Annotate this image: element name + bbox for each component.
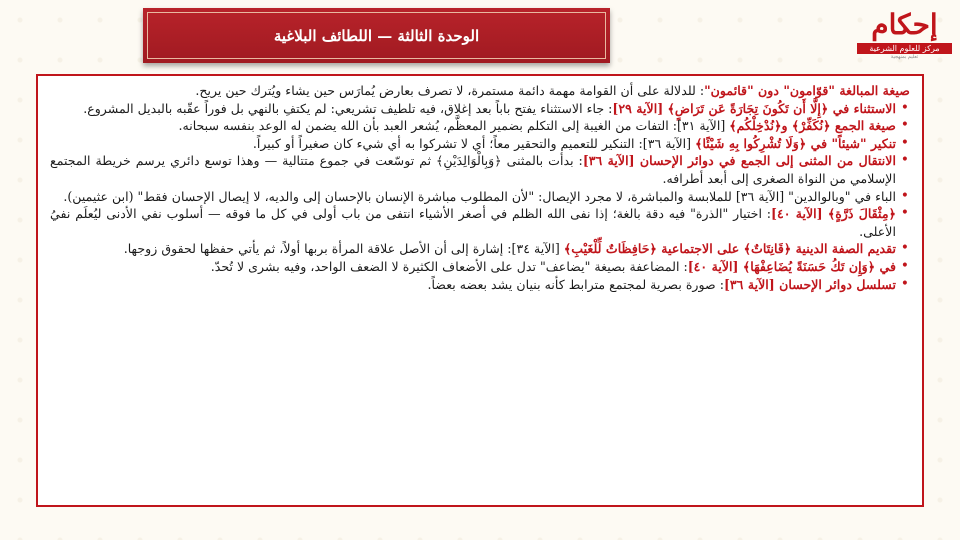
list-item	[50, 152, 910, 187]
item-text: : جاء الاستثناء يفتح باباً بعد إغلاق، فيه تلطيف تشريعي: لم يكتفِ بالنهي بل فوراً عقّبه بالبديل المشروع.	[83, 100, 613, 116]
item-heading: صيغة الجمع ﴿نُكَفِّرْ﴾ و﴿نُدْخِلْكُم﴾	[729, 118, 896, 134]
logo-subtitle: مركز للعلوم الشرعية	[857, 43, 952, 54]
title-banner	[143, 8, 610, 63]
item-heading: في ﴿وَإِن تَكُ حَسَنَةً يُضَاعِفْهَا﴾ [الآية ٤٠]	[687, 258, 896, 274]
list-item	[50, 100, 910, 118]
logo	[857, 8, 952, 60]
logo-name: إحكام	[871, 8, 938, 41]
list-item	[50, 258, 910, 276]
content-box	[36, 74, 924, 507]
page-title: الوحدة الثالثة — اللطائف البلاغية	[273, 26, 480, 45]
logo-tagline: تعليم بمنهجية	[890, 54, 919, 60]
item-text: [الآية ٣١]: التفات من الغيبة إلى التكلم بضمير المعظَّم، يُشعر العبد بأن الله يضمن له الوعد بنفسه سبحانه.	[178, 118, 730, 134]
item-heading: الانتقال من المثنى إلى الجمع في دوائر الإحسان [الآية ٣٦]	[582, 153, 896, 169]
list-item	[50, 82, 910, 100]
list-item	[50, 135, 910, 153]
item-text: : المضاعفة بصيغة "يضاعف" تدل على الأضعاف الكثيرة لا الضعف الواحد، وفيه بشرى لا تُحدّ.	[210, 258, 688, 274]
item-heading: ﴿مِثْقَالَ ذَرَّةٍ﴾ [الآية ٤٠]	[771, 206, 896, 222]
item-heading: تسلسل دوائر الإحسان [الآية ٣٦]	[723, 276, 896, 292]
list-item	[50, 188, 910, 206]
item-heading: تنكير "شيئاً" في ﴿وَلَا تُشْرِكُوا بِهِ شَيْئًا﴾	[695, 135, 896, 151]
item-text: : للدلالة على أن القوامة مهمة دائمة مستمرة، لا تصرف بعارض يُمارَس حين يشاء ويُترك حين يريح.	[195, 83, 705, 98]
item-text: [الآية ٣٦]: التنكير للتعميم والتحقير معاً؛ أي لا تشركوا به أي شيء كان صغيراً أو كبيراً.	[252, 135, 696, 151]
list-item	[50, 205, 910, 240]
list-item	[50, 240, 910, 258]
item-heading: الاستثناء في ﴿إِلَّا أَن تَكُونَ تِجَارَةً عَن تَرَاضٍ﴾ [الآية ٢٩]	[612, 100, 896, 116]
item-text: الباء في "وبالوالدين" [الآية ٣٦] للملابسة والمباشرة، لا مجرد الإيصال: "لأن المطلوب مباشرة الإنسان بالإحسان إلى والديه، لا إيصال الإحسان فقط" (ابن عثيمين).	[63, 188, 896, 204]
item-heading: تقديم الصفة الدينية ﴿قَانِتَاتٌ﴾ على الاجتماعية ﴿حَافِظَاتٌ لِّلْغَيْبِ﴾	[563, 241, 896, 257]
item-heading: صيغة المبالغة "قوّامون" دون "قائمون"	[704, 83, 910, 98]
item-text: : صورة بصرية لمجتمع مترابط كأنه بنيان يشد بعضه بعضاً.	[427, 276, 724, 292]
item-text: : اختيار "الذرة" فيه دقة بالغة؛ إذا نفى الله الظلم في أصغر الأشياء انتفى من باب أولى في كل ما فوقه — أسلوب نفي الأدنى ليُعلَم نفيُ الأعلى.	[50, 206, 896, 239]
list-item	[50, 276, 910, 294]
item-text: : بدأت بالمثنى ﴿وَبِالْوَالِدَيْنِ﴾ ثم توسّعت في جموع متتالية — وهذا توسع دائري يرسم خريطة المجتمع الإسلامي من النواة الصغرى إلى أبعد أطرافه.	[50, 153, 896, 186]
item-text: [الآية ٣٤]: إشارة إلى أن الأصل علاقة المرأة بربها أولاً، ثم يأتي حفظها لحقوق زوجها.	[123, 241, 564, 257]
list-item	[50, 117, 910, 135]
